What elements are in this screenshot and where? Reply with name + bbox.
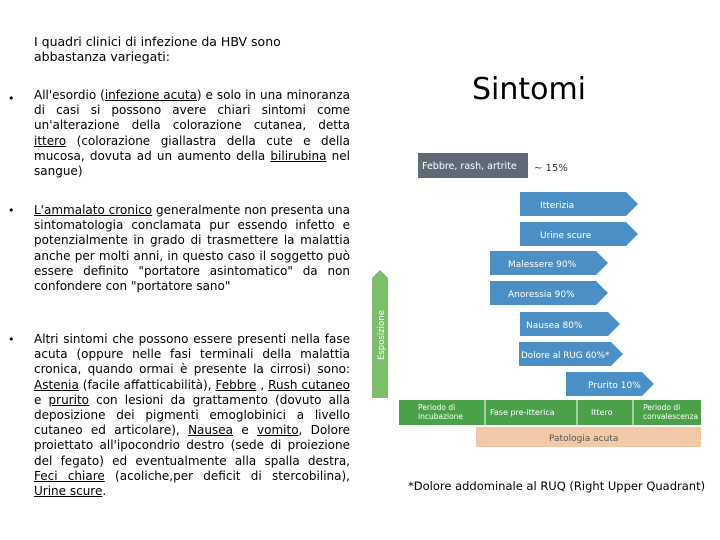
phase-convalescence-line1: Periodo di xyxy=(643,403,681,412)
text-run: , xyxy=(256,377,269,392)
text-run: , Dolore proiettato all'ipocondrio destro (sede di proiezione del fegato) ed eventualmente alla spalla destra, xyxy=(34,423,350,468)
phase-ittero-label: Ittero xyxy=(591,408,613,417)
text-run: Rush cutaneo xyxy=(268,377,350,392)
bullet-1: • xyxy=(8,92,15,105)
itterizia-bar xyxy=(520,192,638,216)
text-run: generalmente non presenta una sintomatologia conclamata pur essendo infetto e potenzialmente in grado di trasmettere la malattia anche per molti anni, in questo caso il soggetto può essere definito "portatore asintomatico" da non confondere con "portatore sano" xyxy=(34,203,351,294)
nausea-label: Nausea 80% xyxy=(526,321,583,331)
exposure-label: Esposizione xyxy=(377,310,387,360)
text-run: Urine scure xyxy=(34,484,103,499)
text-run: ) e solo in una minoranza di casi si possono avere chiari sintomi come un'alterazione della colorazione cutanea, detta xyxy=(34,88,350,133)
phase-incubation-line2: incubazione xyxy=(418,412,464,421)
anoressia-label: Anoressia 90% xyxy=(508,290,575,300)
text-run: (facile affatticabilità), xyxy=(78,377,216,392)
intro-text: I quadri clinici di infezione da HBV sono abbastanza variegati: xyxy=(34,34,281,64)
footnote: *Dolore addominale al RUQ (Right Upper Quadrant) xyxy=(408,479,706,493)
text-run: bilirubina xyxy=(270,148,327,163)
text-run: L'ammalato cronico xyxy=(34,203,153,217)
text-run: e xyxy=(34,392,49,407)
text-run: Altri sintomi che possono essere presenti nella fase acuta (oppure nelle fasi terminali della malattia cronica, quando ormai è presente la cirrosi) sono: xyxy=(34,332,350,377)
text-run: (colorazione giallastra della cute e della mucosa, dovuta ad un aumento della xyxy=(34,133,350,163)
phase-incubation-line1: Periodo di xyxy=(418,403,456,412)
fever-rash-label: Febbre, rash, artrite xyxy=(422,161,517,172)
text-run: ittero xyxy=(34,133,67,148)
bullet-3: • xyxy=(8,333,15,346)
dolore-rug-label: Dolore al RUG 60%* xyxy=(521,351,610,361)
text-run: infezione acuta xyxy=(104,88,197,102)
text-run: vomito xyxy=(257,423,299,438)
text-run: Nausea xyxy=(188,423,233,438)
text-run: Astenia xyxy=(34,377,79,392)
text-run: e xyxy=(233,423,258,438)
text-run: prurito xyxy=(48,392,89,407)
slide-title: Sintomi xyxy=(471,72,587,107)
prurito-label: Prurito 10% xyxy=(588,381,641,391)
phase-preicteric-label: Fase pre-itterica xyxy=(490,408,555,417)
phase-incubation-label xyxy=(418,403,463,421)
itterizia-label: Itterizia xyxy=(540,201,575,211)
malessere-label: Malessere 90% xyxy=(508,260,577,270)
acute-pathology-label: Patologia acuta xyxy=(549,434,619,444)
text-run: Febbre xyxy=(215,377,257,392)
text-run: All'esordio ( xyxy=(34,88,105,102)
urine-scure-label: Urine scure xyxy=(540,231,592,241)
bullet-2: • xyxy=(8,204,15,217)
text-run: con lesioni da grattamento (dovuto alla deposizione dei pigmenti emoglobinici a livello cutaneo ed articolare), xyxy=(34,392,350,438)
text-run: . xyxy=(102,484,107,499)
text-run: Feci chiare xyxy=(34,468,105,483)
fever-rash-percent: ~ 15% xyxy=(534,163,568,174)
text-run: (acoliche,per deficit di stercobilina), xyxy=(104,468,350,483)
text-run: nel sangue) xyxy=(34,148,350,179)
phase-convalescence-line2: convalescenza xyxy=(643,412,699,421)
